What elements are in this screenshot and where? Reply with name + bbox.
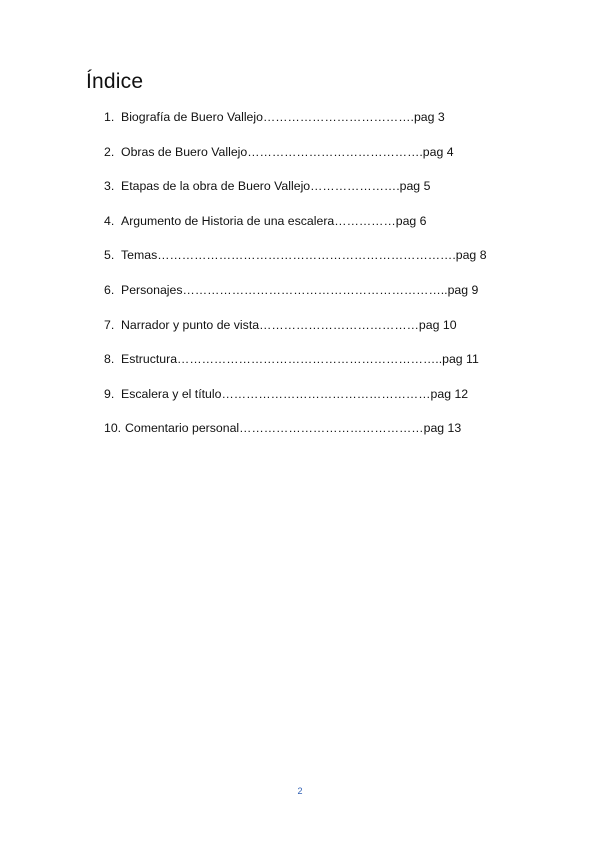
- toc-text: Narrador y punto de vista…………………………………pag 10: [121, 317, 457, 332]
- toc-entry-9: [104, 385, 487, 420]
- toc-entry-2: [104, 143, 487, 178]
- toc-text: Comentario personal………………………………………pag 13: [125, 421, 462, 436]
- toc-text: Argumento de Historia de una escalera……………pag 6: [121, 213, 427, 228]
- toc-text: Biografía de Buero Vallejo……………………………….pag 3: [121, 110, 445, 124]
- toc-text: Escalera y el título……………………………………………pag 12: [121, 386, 469, 401]
- toc-number: 8.: [104, 352, 115, 367]
- page-title: Índice: [86, 70, 144, 93]
- toc-entry-7: [104, 316, 487, 351]
- toc-number: 7.: [104, 317, 115, 332]
- toc-entry-4: [104, 212, 487, 247]
- toc-text: Estructura………………………………………………………..pag 11: [121, 352, 479, 367]
- toc-number: 3.: [104, 179, 115, 194]
- toc-entry-10: [104, 419, 487, 454]
- toc-number: 6.: [104, 282, 115, 297]
- toc-number: 9.: [104, 386, 115, 401]
- toc-entry-5: [104, 246, 487, 281]
- toc-entry-3: [104, 177, 487, 212]
- page-number: 2: [297, 786, 303, 796]
- toc-number: 2.: [104, 144, 115, 159]
- toc-text: Temas……………………………………………………………….pag 8: [121, 248, 487, 263]
- toc-number: 10.: [104, 421, 122, 436]
- toc-text: Personajes………………………………………………………..pag 9: [121, 282, 479, 297]
- toc-text: Etapas de la obra de Buero Vallejo………………….pag 5: [121, 179, 431, 194]
- toc-number: 1.: [104, 110, 115, 124]
- toc-entry-1: [104, 108, 487, 143]
- toc-number: 5.: [104, 248, 115, 263]
- toc-text: Obras de Buero Vallejo…………………………………….pag 4: [121, 144, 454, 159]
- toc-entry-8: [104, 350, 487, 385]
- toc-entry-6: [104, 281, 487, 316]
- toc-number: 4.: [104, 213, 115, 228]
- table-of-contents: [104, 108, 487, 454]
